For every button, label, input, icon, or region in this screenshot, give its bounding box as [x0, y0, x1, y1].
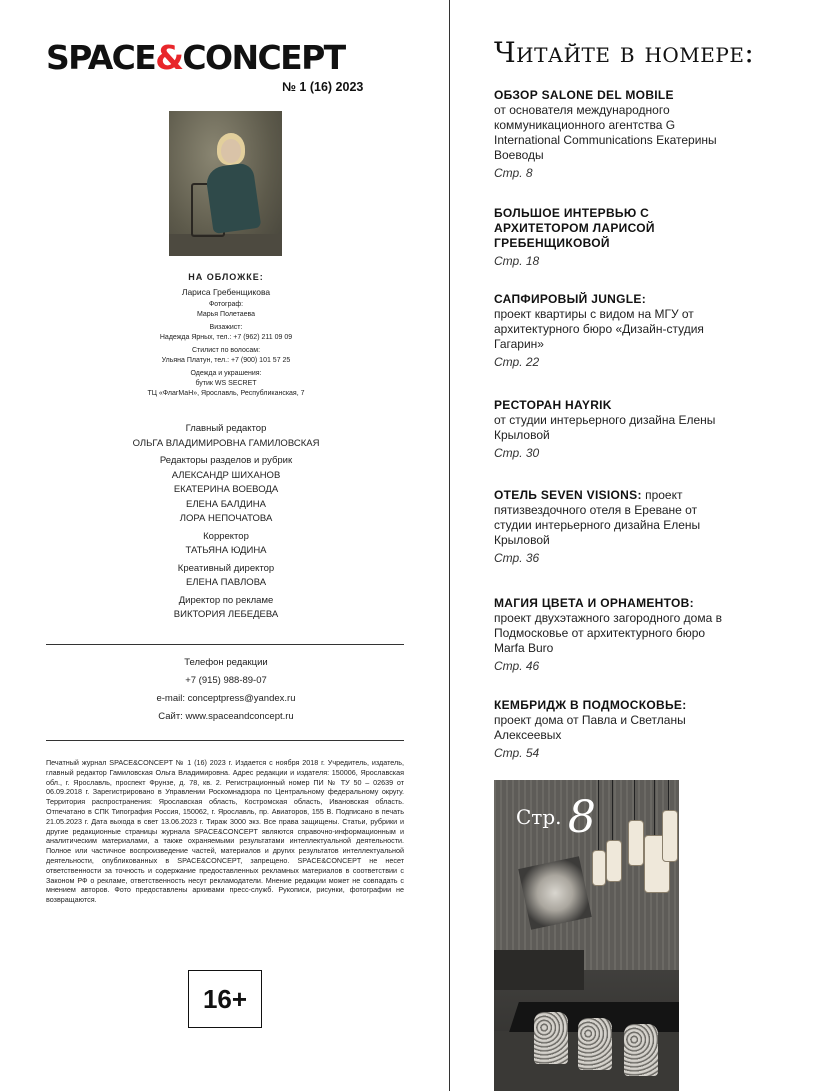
- section-editors-label: Редакторы разделов и рубрик: [159, 455, 293, 466]
- age-rating-badge: 16+: [188, 970, 262, 1028]
- preview-page-caption: Стр. 8: [516, 792, 596, 843]
- contacts-block: [90, 654, 362, 726]
- toc-item-desc: проект квартиры с видом на МГУ от архитектурного бюро «Дизайн-студия Гагарин»: [494, 307, 704, 351]
- chief-editor-label: Главный редактор: [185, 423, 267, 434]
- toc-item-page: Стр. 8: [494, 166, 533, 180]
- toc-item-title: КЕМБРИДЖ В ПОДМОСКОВЬЕ:: [494, 698, 687, 712]
- editorial-staff: [90, 422, 362, 626]
- ad-director-label: Директор по рекламе: [178, 594, 274, 606]
- divider-bottom: [46, 740, 404, 741]
- toc-item-desc: проект пятизвездочного отеля в Ереване от студии интерьерного дизайна Елены Крыловой: [494, 488, 701, 547]
- section-editor: ЛОРА НЕПОЧАТОВА: [179, 513, 273, 524]
- toc-item[interactable]: [494, 292, 729, 370]
- magazine-logo: SPACE&CONCEPT: [46, 38, 345, 77]
- column-divider: [449, 0, 450, 1091]
- toc-item-page: Стр. 22: [494, 355, 540, 369]
- cover-heading: НА ОБЛОЖКЕ:: [188, 272, 264, 282]
- toc-item-page: Стр. 36: [494, 551, 540, 565]
- chief-editor: ОЛЬГА ВЛАДИМИРОВНА ГАМИЛОВСКАЯ: [132, 437, 320, 449]
- article-preview-photo[interactable]: [494, 780, 679, 1091]
- photographer: Марья Полетаева: [196, 311, 256, 318]
- clothes-boutique: бутик WS SECRET: [195, 380, 257, 387]
- toc-item[interactable]: [494, 596, 729, 674]
- clothes-address: ТЦ «ФлагМаН», Ярославль, Республиканская, 7: [147, 390, 305, 397]
- toc-item-page: Стр. 46: [494, 659, 540, 673]
- clothes-label: Одежда и украшения:: [190, 370, 262, 377]
- toc-item-title: ОБЗОР SALONE DEL MOBILE: [494, 88, 674, 102]
- creative-director-label: Креативный директор: [177, 562, 275, 574]
- cover-credits: [90, 272, 362, 399]
- section-editor: ЕКАТЕРИНА ВОЕВОДА: [173, 484, 279, 495]
- toc-title: Читайте в номере:: [494, 36, 755, 69]
- creative-director: ЕЛЕНА ПАВЛОВА: [185, 577, 267, 588]
- toc-item-title: БОЛЬШОЕ ИНТЕРВЬЮ С АРХИТЕТОРОМ ЛАРИСОЙ ГРЕБЕНЩИКОВОЙ: [494, 206, 655, 250]
- toc-item-page: Стр. 30: [494, 446, 540, 460]
- section-editor: ЕЛЕНА БАЛДИНА: [185, 498, 266, 510]
- toc-item-title: РЕСТОРАН HAYRIK: [494, 398, 612, 412]
- photographer-label: Фотограф:: [208, 301, 244, 308]
- imprint-text: Печатный журнал SPACE&CONCEPT № 1 (16) 2023 г. Издается с ноября 2018 г. Учредитель, издатель, главный редактор Гамиловская Ольга Владимировна. Адрес редакции и издателя: 150006, Ярославская обл., г. Ярославль, проспект Фрунзе, д. 78, кв. 2. Регистрационный номер ПИ № ТУ 50 – 02639 от 06.09.2018 г. Зарегистрировано в Управлении Роскомнадзора по Центральному федеральному округу. Территория распространения: Ярославская область, Костромская область, Ивановская область. Отпечатано в СПК Типография Россия, 150062, г. Ярославль, пр. Авиаторов, 155 В. Подписано в печать 21.05.2023 г. Дата выхода в свет 13.06.2023 г. Тираж 3000 экз. Все права защищены. Статьи, рубрики и другие редакционные страницы журнала SPACE&CONCEPT являются справочно-информационным и аналитическим материалами, а также охраняемыми результатами интеллектуальной деятельности. Полное или частичное воспроизведение частей, материалов и других результатов интеллектуальной деятельности, опубликованных в SPACE&CONCEPT, запрещено. SPACE&CONCEPT не несет ответственности за точность и содержание предоставленных рекламных материалов в соответствии с Законом РФ о рекламе, ответственность несут рекламодатели. Мнение редакции может не совпадать с мнением авторов. Фото предоставлены архивами пресс-служб. Рукописи, рисунки, фотографии не возвращаются.: [46, 758, 404, 905]
- divider-top: [46, 644, 404, 645]
- makeup-label: Визажист:: [209, 324, 243, 331]
- toc-item-desc: от основателя международного коммуникационного агентства G International Communications Екатерины Воеводы: [494, 103, 717, 162]
- phone-number[interactable]: +7 (915) 988-89-07: [185, 675, 267, 686]
- phone-label: Телефон редакции: [184, 657, 268, 668]
- toc-item[interactable]: [494, 88, 729, 181]
- issue-number: № 1 (16) 2023: [282, 80, 364, 94]
- ad-director: ВИКТОРИЯ ЛЕБЕДЕВА: [173, 609, 279, 620]
- hair-label: Стилист по волосам:: [191, 347, 261, 354]
- toc-item[interactable]: [494, 698, 729, 761]
- toc-item-title: ОТЕЛЬ SEVEN VISIONS:: [494, 488, 642, 502]
- toc-item-desc: проект дома от Павла и Светланы Алексеевых: [494, 713, 686, 742]
- website-link[interactable]: Сайт: www.spaceandconcept.ru: [158, 711, 294, 722]
- toc-item[interactable]: [494, 398, 729, 461]
- toc-item-desc: от студии интерьерного дизайна Елены Крыловой: [494, 413, 716, 442]
- cover-person: Лариса Гребенщикова: [181, 287, 271, 297]
- proofreader: ТАТЬЯНА ЮДИНА: [185, 545, 267, 556]
- proofreader-label: Корректор: [203, 530, 249, 542]
- section-editor: АЛЕКСАНДР ШИХАНОВ: [171, 469, 281, 481]
- toc-item-title: МАГИЯ ЦВЕТА И ОРНАМЕНТОВ:: [494, 596, 694, 610]
- cover-photo: [169, 111, 282, 256]
- email-link[interactable]: e-mail: conceptpress@yandex.ru: [156, 693, 296, 704]
- makeup-artist: Надежда Ярных, тел.: +7 (962) 211 09 09: [159, 334, 293, 341]
- toc-item-title: САПФИРОВЫЙ JUNGLE:: [494, 292, 646, 306]
- hair-stylist: Ульяна Платун, тел.: +7 (900) 101 57 25: [161, 357, 291, 364]
- toc-item[interactable]: [494, 488, 729, 566]
- toc-item-desc: проект двухэтажного загородного дома в Подмосковье от архитектурного бюро Marfa Buro: [494, 611, 722, 655]
- toc-item-page: Стр. 18: [494, 254, 540, 268]
- toc-item[interactable]: [494, 206, 729, 269]
- toc-item-page: Стр. 54: [494, 746, 540, 760]
